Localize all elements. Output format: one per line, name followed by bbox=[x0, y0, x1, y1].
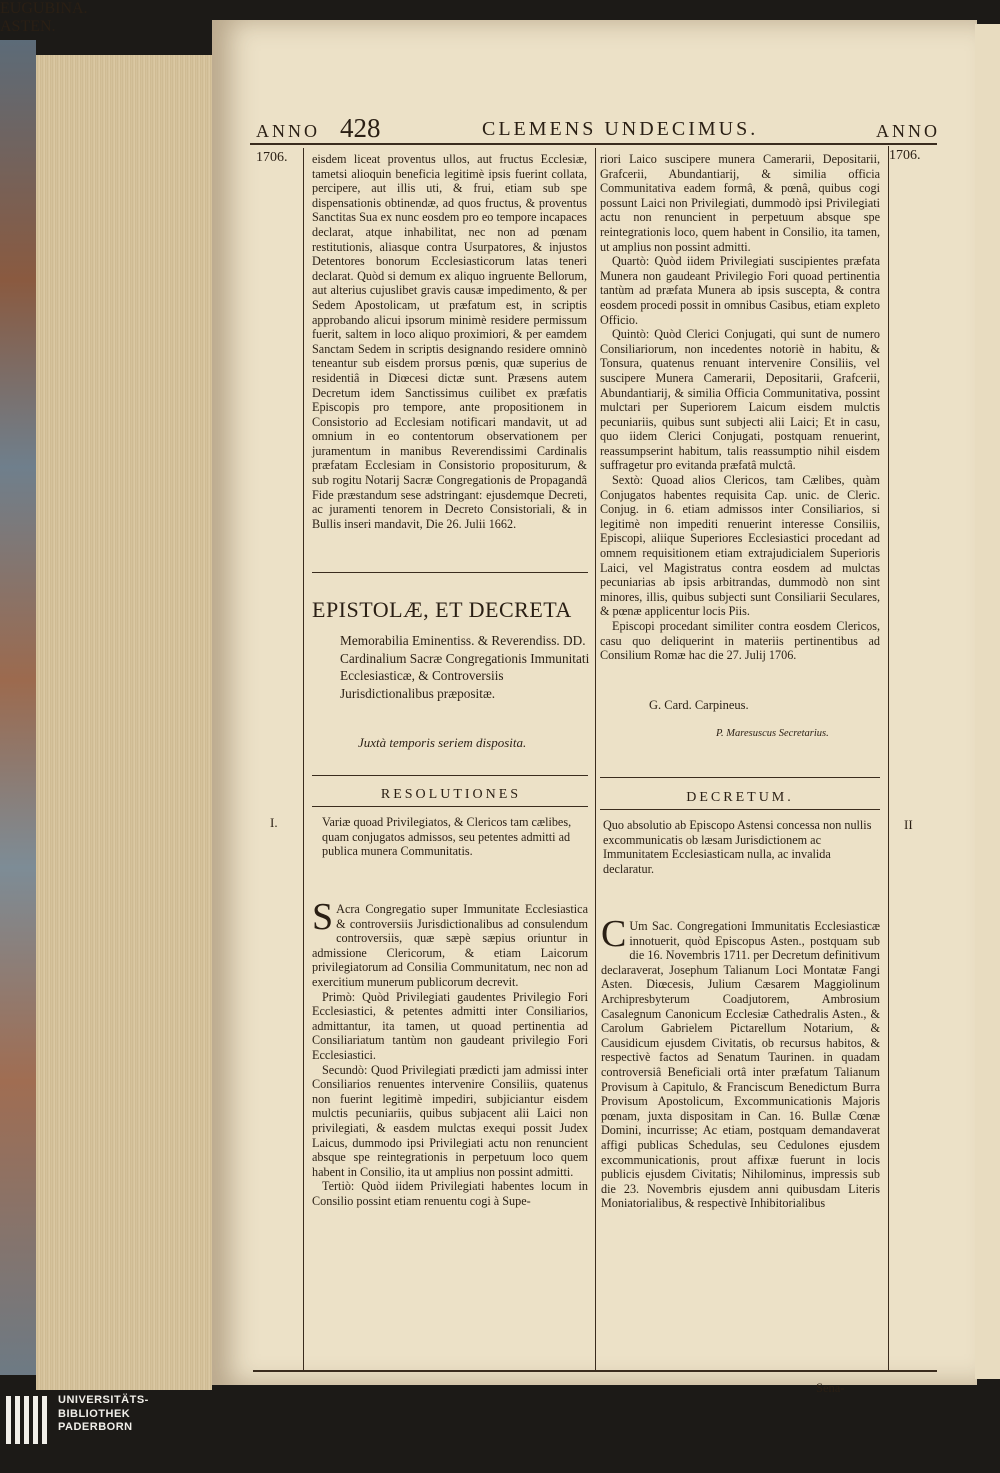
margin-number-right: II bbox=[904, 817, 913, 832]
page-number: 428 bbox=[340, 113, 381, 143]
drop-capital: C bbox=[601, 913, 627, 955]
place-heading-left: EUGUBINA. bbox=[0, 0, 88, 17]
running-title: CLEMENS UNDECIMUS. bbox=[482, 118, 759, 140]
heading-underline bbox=[312, 806, 588, 807]
page-edges bbox=[36, 55, 212, 1390]
header-rule bbox=[250, 143, 937, 145]
catchword: Sena- bbox=[816, 1381, 845, 1395]
paragraph: Acra Congregatio super Immunitate Ecclesiastica & controversiis Jurisdictionalibus ad consulendum controversiis, quæ sæpè sæpius oriuntur in admissione Clericorum, & etiam Laicorum privilegiatorum ad Consilia Communitatum, nec non ad exercitium munerum publicorum decrevit. bbox=[312, 902, 588, 989]
drop-capital: S bbox=[312, 896, 334, 938]
decretum-body bbox=[601, 913, 880, 1211]
paragraph: Secundò: Quod Privilegiati prædicti jam admissi inter Consiliarios renuentes intervenire Consiliis, quatenus non fuerint legitimè impediri, subjiciantur eisdem mulctis pecuniariis, quibus subjacent alii Laici non privilegiati, & easdem mulctas exequi possit Judex Laicus, dummodo ipsi Privilegiati actu non renuncient absque spe reintegrationis in perpetuum loco quem habent in Consilio, ita ut amplius non possint admitti. bbox=[312, 1062, 588, 1179]
library-logo bbox=[0, 1392, 175, 1473]
column-divider bbox=[595, 148, 596, 1370]
resolutiones-summary: Variæ quoad Privilegiatos, & Clericos tam cælibes, quam conjugatos admissos, seu petentes admitti ad publica munera Communitatis. bbox=[322, 815, 572, 859]
paragraph: Sextò: Quoad alios Clericos, tam Cælibes, quàm Conjugatos habentes requisita Cap. unic. de Cleric. Conjug. in 6. etiam admissos inter Consiliarios, si legitimè non impediti renuerint interesse Consiliis, Episcopi, aliique Superiores Ecclesiastici procedant ad omnem requisitionem etiam extrajudicialem Superioris Laici, vel Magistratus contra eosdem ad mulctas pecuniarias ab ipsis arbitrandas, dummodò non sint minores, illis, quibus subjecti sunt Consiliarii Seculares, & pœnæ applicentur locis Piis. bbox=[600, 473, 880, 619]
margin-number-left: I. bbox=[270, 815, 278, 830]
frame-right-rule bbox=[888, 146, 889, 1370]
paragraph: Quartò: Quòd iidem Privilegiati suscipientes præfata Munera non gaudeant Privilegio Fori quoad pertinentia tantùm ad præfata Munera ab ipsis suscepta, & contra eosdem procedi possit in omnibus Casibus, etiam expleto Officio. bbox=[600, 254, 880, 327]
paragraph: Tertiò: Quòd iidem Privilegiati habentes locum in Consilio possint etiam renuentu cogi à Supe- bbox=[312, 1179, 588, 1208]
frame-left-rule bbox=[303, 148, 304, 1370]
section-title: EPISTOLÆ, ET DECRETA bbox=[312, 597, 572, 622]
left-column-text: eisdem liceat proventus ullos, aut fructus Ecclesiæ, tametsi alioquin beneficia legitimè ipsis fuerint collata, percipere, aut illis uti, & frui, etiam sub spe dispensationis obtinendæ, ad quos fructus, & proventus Sanctitas Sua ex nunc eosdem pro eo tempore incapaces declarat, atque inhabilitat, nec non ad pœnam restitutionis, aliasque contra Usurpatores, & injustos Detentores bonorum Ecclesiasticorum latas teneri declarat. Quòd si demum ex aliquo ingruente Bellorum, aut alterius cujuslibet gravis causæ impedimento, & per Sedem Apostolicam, ut præfatum est, in scriptis approbando alicui ipsorum minimè residere permissum fuerit, saltem in loco aliquo proximiori, & per eamdem Sanctam Sedem in scriptis designando residere omninò teneantur sub eisdem prorsus pœnis, quæ superius de residentiâ in Diœcesi dictæ sunt. Præsens autem Decretum idem Sanctissimus cuilibet ex præfatis Episcopis pro tempore, ante propositionem in Consistorio ad Ecclesiam notificari mandavit, ut ad omnium in eo contentorum observationem per juramentum in manibus Reverendissimi Cardinalis præfatam Ecclesiam in Consistorio propositurum, & sub rogitu Notarij Sacræ Congregationis de Propagandâ Fide præstandum sese adstringant: ejusdemque Decreti, ac juramenti tenorem in Decreto Consistoriali, & in Bullis inseri mandavit, Die 26. Julii 1662. bbox=[312, 152, 587, 531]
header-anno-right: ANNO bbox=[876, 121, 940, 141]
header-anno-left: ANNO bbox=[256, 121, 320, 141]
margin-year-right: 1706. bbox=[889, 148, 921, 163]
logo-line: BIBLIOTHEK bbox=[58, 1407, 131, 1420]
library-logo-text bbox=[58, 1394, 149, 1435]
adjacent-page-edge bbox=[975, 24, 1000, 1379]
decretum-summary: Quo absolutio ab Episcopo Astensi concessa non nullis excommunicatis ob læsam Jurisdictionem ac Immunitatem Ecclesiasticam nulla, ac invalida declaratur. bbox=[603, 818, 872, 876]
section-rule bbox=[312, 572, 588, 573]
logo-line: PADERBORN bbox=[58, 1421, 133, 1433]
resolutiones-heading: RESOLUTIONES bbox=[380, 787, 522, 802]
right-column-text bbox=[600, 152, 880, 663]
heading-underline bbox=[600, 809, 880, 810]
section-subtitle: Memorabilia Eminentiss. & Reverendiss. DD. Cardinalium Sacræ Congregationis Immunitati Ecclesiasticæ, & Controversiis Jurisdictionalibus præpositæ. bbox=[340, 633, 590, 701]
library-logo-icon bbox=[6, 1396, 50, 1444]
signature-cardinal: G. Card. Carpineus. bbox=[649, 698, 749, 712]
paragraph: Primò: Quòd Privilegiati gaudentes Privilegio Fori Ecclesiastici, & petentes admitti inter Consiliarios, admittantur, ita tamen, ut quoad pertinentia ad Consiliariatum tantùm non gaudeant privilegio Fori Ecclesiastici. bbox=[312, 989, 588, 1062]
decretum-heading: DECRETUM. bbox=[686, 790, 794, 805]
frame-bottom-rule bbox=[253, 1370, 937, 1372]
paragraph: Quintò: Quòd Clerici Conjugati, qui sunt de numero Consiliariorum, non incedentes notoriè in habitu, & Tonsura, quatenus renuant intervenire Consiliis, vel suscipere Munera Camerarii, Depositarii, Grafcerii, Abundantiarij, & similia Officia Communitativa, possint mulctari per Superiorem Laicum eisdem mulctis pecuniariis, quibus sunt subjecti alii Laici; Et in casu, quo iidem Clerici Conjugati, postquam renuerint, reassumpserint habitum, talis reassumptio nihil eisdem suffragetur pro evitanda præfatâ mulctâ. bbox=[600, 327, 880, 473]
logo-line: UNIVERSITÄTS- bbox=[58, 1394, 149, 1406]
divider-rule bbox=[600, 777, 880, 778]
signature-secretary: P. Maresuscus Secretarius. bbox=[716, 728, 829, 739]
paragraph: Episcopi procedant similiter contra eosdem Clericos, casu quo deliquerint in materiis pertinentibus ad Consilium Romæ hac die 27. Julij 1706. bbox=[600, 619, 880, 663]
resolutiones-body bbox=[312, 896, 588, 1208]
section-note: Juxtà temporis seriem disposita. bbox=[358, 735, 527, 750]
divider-rule bbox=[312, 775, 588, 776]
place-heading-right: ASTEN. bbox=[0, 18, 56, 35]
book-spine bbox=[0, 40, 36, 1375]
margin-year-left: 1706. bbox=[256, 150, 288, 165]
paragraph: riori Laico suscipere munera Camerarii, Depositarii, Grafcerii, Abundantiarij, & similia officia Communitativa eadem formâ, & pœnâ, quibus cogi possunt Laici non Privilegiati, dummodò ipsi Privilegiati actu non renuncient in perpetuum absque spe reintegrationis loco, quem habent in Consilio, ita tamen, ut amplius non possint admitti. bbox=[600, 152, 880, 254]
decretum-text: Um Sac. Congregationi Immunitatis Ecclesiasticæ innotuerit, quòd Episcopus Asten., postquam sub die 16. Novembris 1711. per Decretum definitivum declaraverat, Josephum Talianum Loci Montatæ Fangi Asten. Diœcesis, Julium Cæsarem Maggiolinum Archipresbyterum Coadjutorem, Ambrosium Casalegnum Canonicum Ecclesiæ Cathedralis Asten., & Carolum Gabrielem Pictarellum Notarium, & Causidicum ejusdem Civitatis, ob recursus habitos, & respectivè factos ad Senatum Taurinen. in quadam controversiâ Beneficiali ortâ inter præfatum Talianum Provisum à Capitulo, & Franciscum Benedictum Burra Provisum Apostolicum, Excommunicationis Majoris pœnam, juxta dispositam in Can. 16. Bullæ Cœnæ Domini, incurrisse; Ac etiam, postquam demandaverat affigi publicas Schedulas, seu Cedulones ejusdem excommunicationis, prout affixæ fuerunt in locis publicis ejusdem Civitatis; Nihilominus, impressis sub die 23. Novembris ejusdem anni quibusdam Literis Moniatorialibus, & respectivè Inhibitorialibus bbox=[601, 919, 880, 1211]
